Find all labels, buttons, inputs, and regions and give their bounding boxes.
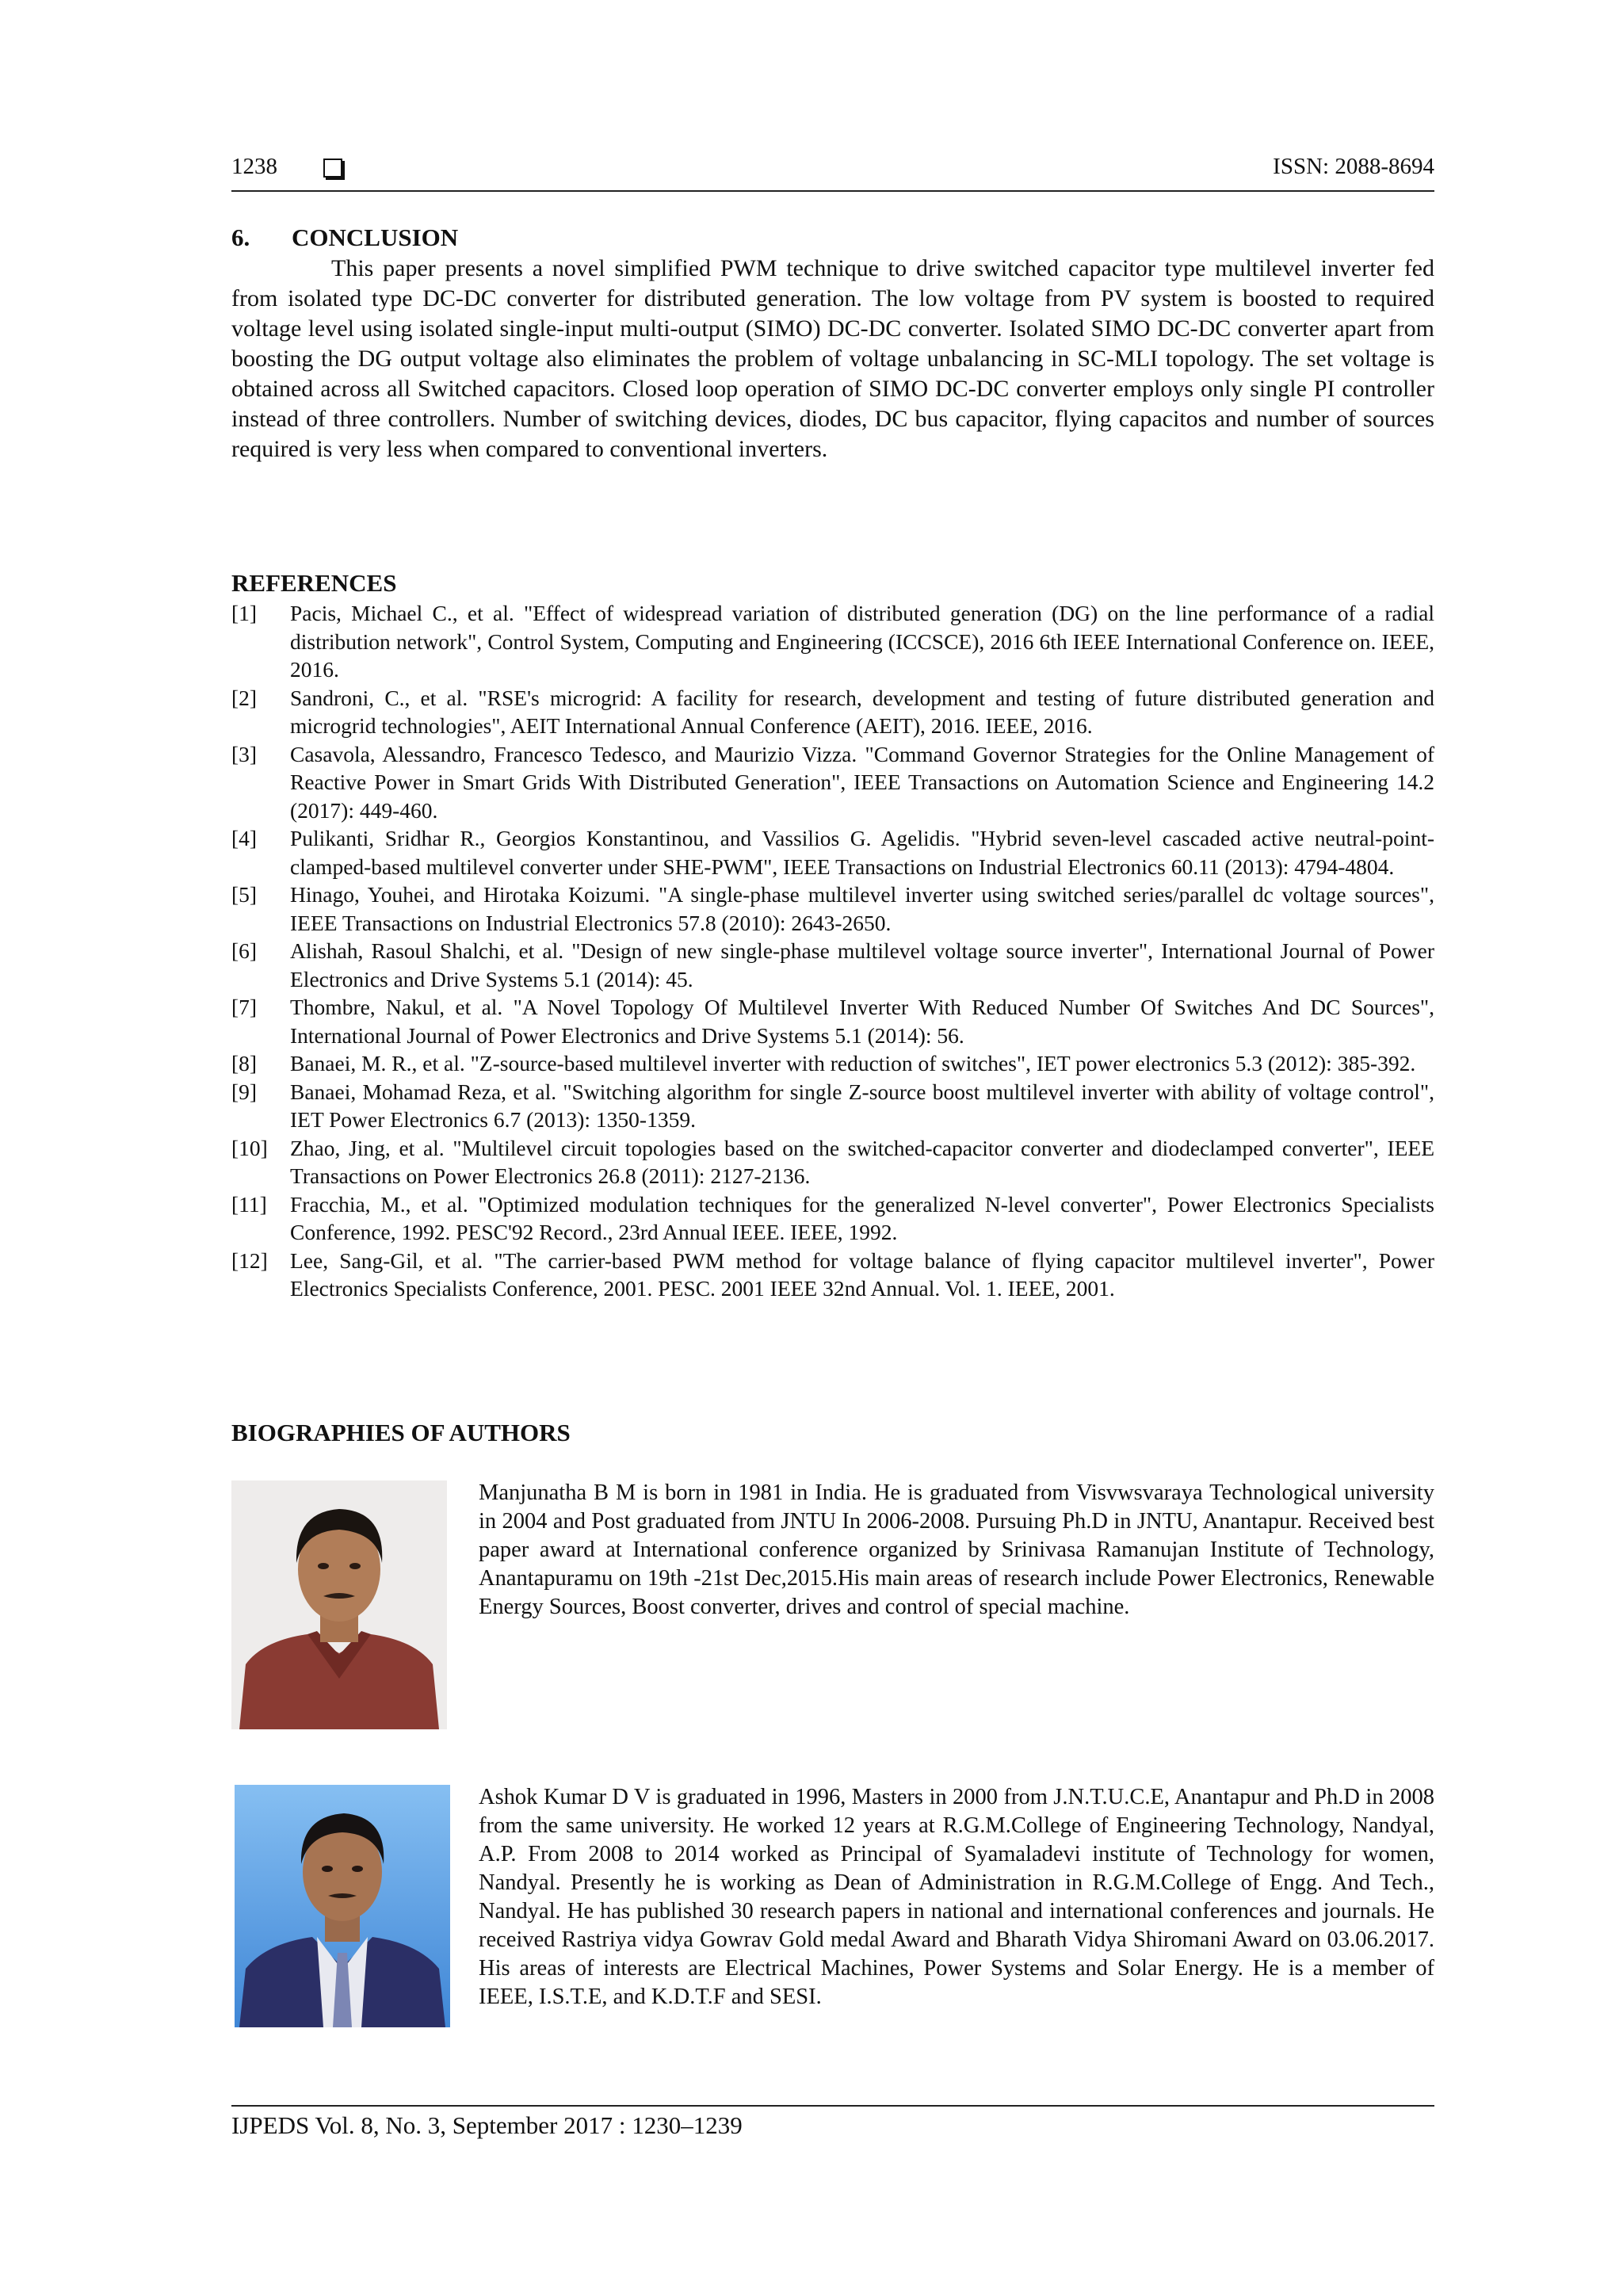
reference-item [231, 599, 1434, 684]
author-bio-2: Ashok Kumar D V is graduated in 1996, Masters in 2000 from J.N.T.U.C.E, Anantapur and Ph.D in 2008 from the same university. He worked 12 years at R.G.M.College of Engineering Technology, Nandyal, A.P. From 2008 to 2014 worked as Principal of Syamaladevi institute of Technology for women, Nandyal. Presently he is working as Dean of Administration in R.G.M.College of Engg. And Tech., Nandyal. He has published 30 research papers in national and international conferences and journals. He received Rastriya vidya Gowrav Gold medal Award and Bharath Vidya Shiromani Award on 03.06.2017. His areas of interests are Electrical Machines, Power Systems and Solar Energy. He is a member of IEEE, I.S.T.E, and K.D.T.F and SESI. [479, 1785, 1434, 2009]
biographies-heading: BIOGRAPHIES OF AUTHORS [231, 1419, 571, 1446]
conclusion-paragraph: This paper presents a novel simplified PWM technique to drive switched capacitor type multilevel inverter fed from isolated type DC-DC converter for distributed generation. The low voltage from PV system is boosted to required voltage level using isolated single-input multi-output (SIMO) DC-DC converter. Isolated SIMO DC-DC converter apart from boosting the DG output voltage also eliminates the problem of voltage unbalancing in SC-MLI topology. The set voltage is obtained across all Switched capacitors. Closed loop operation of SIMO DC-DC converter employs only single PI controller instead of three controllers. Number of switching devices, diodes, DC bus capacitor, flying capacitos and number of sources required is very less when compared to conventional inverters. [231, 255, 1434, 462]
reference-item [231, 1049, 1434, 1078]
reference-text: Fracchia, M., et al. "Optimized modulation techniques for the generalized N-level converter", Power Electronics Specialists Conference, 1992. PESC'92 Record., 23rd Annual IEEE. IEEE, 1992. [290, 1191, 1434, 1244]
page-footer: IJPEDS Vol. 8, No. 3, September 2017 : 1230–1239 [231, 2111, 743, 2139]
reference-item [231, 1078, 1434, 1134]
reference-number: [1] [231, 601, 258, 625]
reference-item [231, 1190, 1434, 1247]
reference-text: Pulikanti, Sridhar R., Georgios Konstantinou, and Vassilios G. Agelidis. "Hybrid seven-level cascaded active neutral-point-clamped-based multilevel converter under SHE-PWM", IEEE Transactions on Industrial Electronics 60.11 (2013): 4794-4804. [290, 826, 1434, 879]
reference-text: Zhao, Jing, et al. "Multilevel circuit topologies based on the switched-capacitor converter and diodeclamped converter", IEEE Transactions on Power Electronics 26.8 (2011): 2127-2136. [290, 1135, 1434, 1188]
reference-list [231, 599, 1434, 1303]
reference-number: [8] [231, 1051, 258, 1075]
references-heading: REFERENCES [231, 569, 397, 597]
reference-number: [4] [231, 826, 258, 850]
reference-number: [5] [231, 882, 258, 907]
footer-divider [231, 2105, 1434, 2107]
reference-item [231, 684, 1434, 740]
reference-number: [3] [231, 741, 258, 766]
section-number: 6. [231, 223, 250, 251]
author-portrait-graphic [231, 1480, 447, 1729]
reference-item [231, 993, 1434, 1049]
reference-text: Lee, Sang-Gil, et al. "The carrier-based PWM method for voltage balance of flying capacitor multilevel inverter", Power Electronics Specialists Conference, 2001. PESC. 2001 IEEE 32nd Annual. Vol. 1. IEEE, 2001. [290, 1247, 1434, 1301]
reference-item [231, 1247, 1434, 1303]
author-bio-1: Manjunatha B M is born in 1981 in India. He is graduated from Visvwsvaraya Technological university in 2004 and Post graduated from JNTU In 2006-2008. Pursuing Ph.D in JNTU, Anantapur. Received best paper award at International conference organized by Srinivasa Ramanujan Institute of Technology, Anantapuramu on 19th -21st Dec,2015.His main areas of research include Power Electronics, Renewable Energy Sources, Boost converter, drives and control of special machine. [479, 1480, 1434, 1619]
reference-number: [11] [231, 1191, 267, 1217]
reference-item [231, 937, 1434, 993]
checkbox-square-icon [323, 159, 342, 178]
reference-text: Alishah, Rasoul Shalchi, et al. "Design of new single-phase multilevel voltage source inverter", International Journal of Power Electronics and Drive Systems 5.1 (2014): 45. [290, 938, 1434, 991]
reference-number: [2] [231, 685, 258, 710]
reference-item [231, 824, 1434, 881]
reference-text: Banaei, Mohamad Reza, et al. "Switching algorithm for single Z-source boost multilevel inverter with ability of voltage control", IET Power Electronics 6.7 (2013): 1350-1359. [290, 1079, 1434, 1132]
section-title: CONCLUSION [292, 223, 459, 251]
reference-item [231, 1134, 1434, 1190]
reference-number: [9] [231, 1079, 258, 1104]
reference-item [231, 740, 1434, 825]
reference-number: [12] [231, 1247, 268, 1273]
conclusion-heading [231, 223, 458, 252]
reference-text: Thombre, Nakul, et al. "A Novel Topology Of Multilevel Inverter With Reduced Number Of Switches And DC Sources", International Journal of Power Electronics and Drive Systems 5.1 (2014): 56. [290, 995, 1434, 1048]
author-photo-2 [235, 1785, 450, 2027]
reference-text: Banaei, M. R., et al. "Z-source-based multilevel inverter with reduction of switches", IET power electronics 5.3 (2012): 385-392. [290, 1051, 1416, 1075]
issn-label: ISSN: 2088-8694 [1273, 154, 1434, 179]
author-photo-1 [231, 1480, 447, 1729]
reference-number: [10] [231, 1135, 268, 1160]
reference-item [231, 881, 1434, 937]
page-header [231, 152, 1434, 192]
reference-number: [6] [231, 938, 258, 963]
reference-number: [7] [231, 995, 258, 1019]
reference-text: Casavola, Alessandro, Francesco Tedesco, and Maurizio Vizza. "Command Governor Strategies for the Online Management of Reactive Power in Smart Grids With Distributed Generation", IEEE Transactions on Automation Science and Engineering 14.2 (2017): 449-460. [290, 741, 1434, 823]
page-number: 1238 [231, 154, 277, 179]
author-portrait-graphic [235, 1785, 450, 2027]
reference-text: Hinago, Youhei, and Hirotaka Koizumi. "A single-phase multilevel inverter using switched series/parallel dc voltage sources", IEEE Transactions on Industrial Electronics 57.8 (2010): 2643-2650. [290, 882, 1434, 935]
reference-text: Pacis, Michael C., et al. "Effect of widespread variation of distributed generation (DG) on the line performance of a radial distribution network", Control System, Computing and Engineering (ICCSCE), 2016 6th IEEE International Conference on. IEEE, 2016. [290, 601, 1434, 682]
reference-text: Sandroni, C., et al. "RSE's microgrid: A facility for research, development and testing of future distributed generation and microgrid technologies", AEIT International Annual Conference (AEIT), 2016. IEEE, 2016. [290, 685, 1434, 738]
